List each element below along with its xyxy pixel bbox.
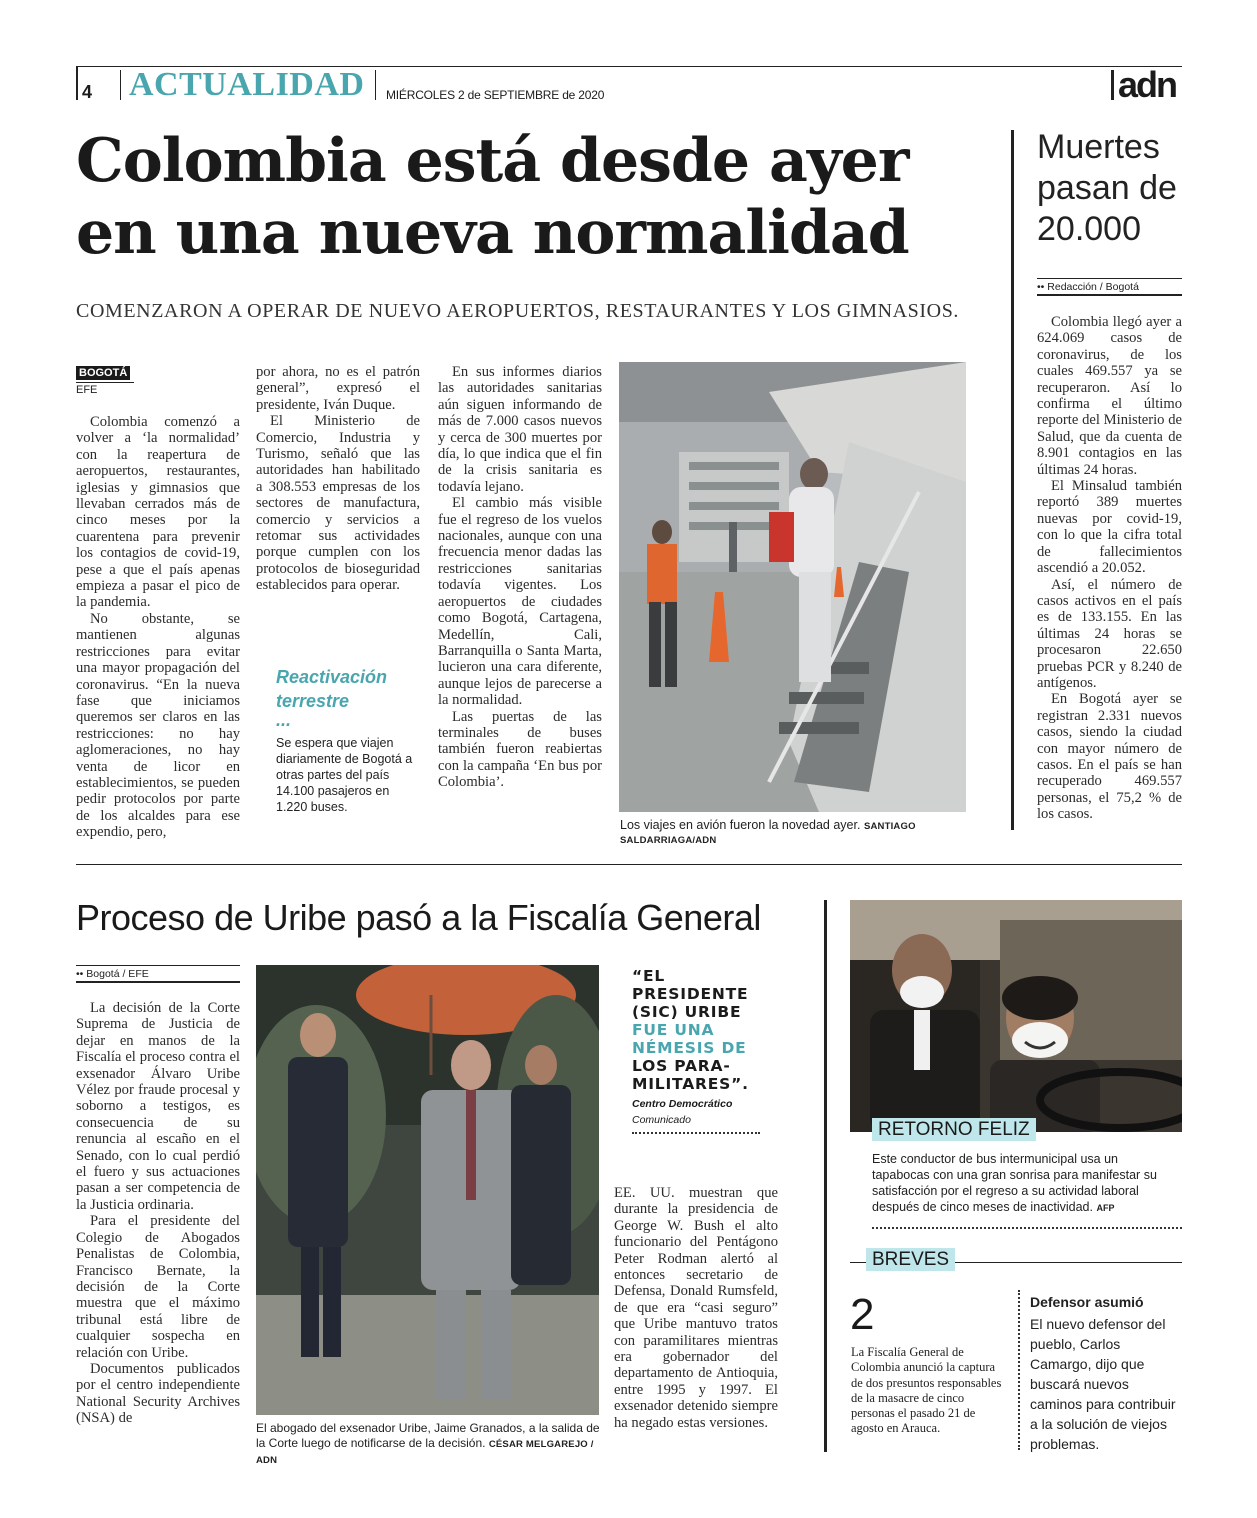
main-headline-line1: Colombia está desde ayer [76,126,909,196]
main-col3-paragraph-2: El cambio más visible fue el regreso de los vuelos nacionales, aunque con una frecuencia menor dadas las restricciones sanitarias todavía vigentes. Los aeropuertos de ciudades como Bogotá, Cartagena, Medellín, Cali, Barranquilla o Santa Marta, lucieron una cara diferente, aunque lejos de parecerse a la normalidad. [438,495,602,709]
quote-line-4: FUE UNA [632,1021,715,1039]
quote-source-sub: Comunicado [632,1114,691,1126]
side-paragraph-3: Así, el número de casos activos en el país es de 133.155. En las últimas 24 horas se procesaron 22.650 pruebas PCR y 8.240 de antígenos. [1037,576,1182,691]
location-rule [76,382,134,383]
adn-logo: adn [1118,64,1177,105]
uribe-column-1 [76,1000,240,1427]
box-text: Se espera que viajen diariamente de Bogotá a otras partes del país 14.100 pasajeros en 1.220 buses. [276,736,413,814]
header-vline-1 [76,66,78,100]
uribe-paragraph-1: La decisión de la Corte Suprema de Justicia de dejar en manos de la Fiscalía el proceso contra el exsenador Álvaro Uribe Vélez por fraude procesal y soborno a testigos, es consecuencia de su renuncia al escaño en el Senado, con lo cual perdió el fuero y sus actuaciones pasan a ser competencia de la Justicia ordinaria. [76,1000,240,1213]
airplane-caption-text: Los viajes en avión fueron la novedad ayer. [620,818,861,832]
breves-number: 2 [850,1290,875,1339]
box-title-line2: terrestre [276,691,350,711]
quote-line-3: (SIC) URIBE [632,1003,742,1021]
side-paragraph-4: En Bogotá ayer se registran 2.331 nuevos casos, siendo la ciudad con mayor número de casos. En el país se han recuperado 469.557 personas, el 75,2 % de los casos. [1037,691,1182,823]
header-vline-2 [120,70,121,100]
retorno-label: RETORNO FELIZ [872,1118,1036,1141]
quote-line-1: “EL [632,967,666,985]
header-vline-3 [375,70,376,100]
retorno-credit: AFP [1096,1203,1115,1213]
page-number: 4 [82,82,93,102]
breves-right-title: Defensor asumió [1030,1294,1144,1310]
breves-left-text: La Fiscalía General de Colombia anunció la captura de dos presuntos responsables de la masacre de cinco personas el pasado 21 de agosto en Arauca. [851,1345,1002,1436]
quote-line-5: NÉMESIS DE [632,1039,747,1057]
side-credit-dots: •• [1037,281,1048,293]
retorno-dotted-rule [872,1227,1182,1229]
agency-label: EFE [76,384,98,396]
lower-vline [824,900,827,1452]
box-title [276,665,388,730]
uribe-credit-rule-bottom [76,981,240,983]
breves-label: BREVES [866,1248,955,1271]
side-credit [1037,281,1139,293]
side-rule-top [1037,278,1182,279]
box-title-line1: Reactivación [276,667,388,687]
airplane-photo-credit: SANTIAGO SALDARRIAGA/ADN [620,821,916,846]
quote-line-2: PRESIDENTE [632,985,749,1003]
location-label: BOGOTÁ [76,366,130,380]
bus-driver-photo [850,900,1182,1132]
main-col3-paragraph-1: En sus informes diarios las autoridades sanitarias aún siguen informando de más de 7.000 casos nuevos y cerca de 300 muertes por día, lo que indica que el fin de la crisis sanitaria es todavía lejano. [438,364,602,495]
breves-dotted-vline [1018,1290,1020,1450]
header-vline-4 [1111,70,1114,100]
uribe-paragraph-2: Para el presidente del Colegio de Abogados Penalistas de Colombia, Francisco Bernate, la decisión de la Corte muestra que el máximo tribunal está libre de cualquier sospecha en relación con Uribe. [76,1213,240,1361]
pull-quote [632,967,749,1093]
side-rule-bottom [1037,294,1182,296]
side-paragraph-2: El Minsalud también reportó 389 muertes nuevas por covid-19, con lo que la cifra total de fallecimientos ascendió a 20.052. [1037,478,1182,577]
quote-dotted-rule [632,1132,760,1134]
main-col1-paragraph-2: No obstante, se mantienen algunas restricciones para evitar una mayor propagación del coronavirus. “En la nueva fase que iniciamos queremos ser claros en las restricciones: no hay aglomeraciones, no hay venta de licor en establecimientos, se pueden pedir protocolos por parte de los alcaldes para ese expendio, pero, [76,610,240,841]
uribe-credit-rule-top [76,965,240,966]
box-dots: ... [276,710,292,730]
uribe-credit-dots: •• [76,968,87,980]
quote-line-6: LOS PARA- [632,1057,731,1075]
retorno-label-box [872,1119,1036,1141]
side-vline [1011,130,1014,830]
quote-line-7: MILITARES”. [632,1075,749,1093]
side-paragraph-1: Colombia llegó ayer a 624.069 casos de coronavirus, de los cuales 469.557 ya se recuperaron. Así lo confirma el último reporte del Ministerio de Salud, que da cuenta de 8.901 contagios en las últimas 24 horas. [1037,314,1182,478]
main-col1-paragraph-1: Colombia comenzó a volver a ‘la normalidad’ con la reapertura de aeropuertos, restaurantes, iglesias y gimnasios que llevaban cerrados más de cinco meses por la cuarentena para prevenir los contagios de covid-19, pese a que el país apenas empieza a pasar el pico de la pandemia. [76,414,240,611]
breves-label-box [866,1249,955,1271]
lawyer-photo-caption [256,1421,606,1468]
uribe-column-3 [614,1185,778,1431]
section-divider [76,864,1182,865]
quote-source: Centro Democrático [632,1098,733,1110]
section-title: ACTUALIDAD [129,66,365,103]
uribe-headline: Proceso de Uribe pasó a la Fiscalía General [76,897,761,938]
uribe-credit [76,968,149,980]
breves-right-text: El nuevo defensor del pueblo, Carlos Camargo, dijo que buscará nuevos caminos para contribuir a la solución de viejos problemas. [1030,1316,1176,1452]
side-headline: Muertes pasan de 20.000 [1037,128,1177,248]
lawyer-caption-text: El abogado del exsenador Uribe, Jaime Granados, a la salida de la Corte luego de notificarse de la decisión. [256,1421,600,1450]
main-subhead: COMENZARON A OPERAR DE NUEVO AEROPUERTOS, RESTAURANTES Y LOS GIMNASIOS. [76,300,960,322]
main-headline-line2: en una nueva normalidad [76,198,909,268]
airplane-photo-caption [620,818,980,846]
main-col2-paragraph-2: El Ministerio de Comercio, Industria y Turismo, señaló que las autoridades han habilitado a 308.553 empresas de los sectores de manufactura, comercio y servicios a retomar sus actividades porque cumplen con los protocolos de bioseguridad establecidos para operar. [256,413,420,594]
main-column-2 [256,364,420,594]
side-column-text [1037,314,1182,823]
uribe-paragraph-4: EE. UU. muestran que durante la presidencia de George W. Bush el alto funcionario del Pentágono Peter Rodman alertó al entonces secretario de Defensa, Donald Rumsfeld, de que era “casi seguro” que Uribe mantuvo tratos con paramilitares mientras era gobernador del departamento de Antioquia, entre 1995 y 1997. El exsenador detenido siempre ha negado estas versiones. [614,1185,778,1431]
side-credit-text: Redacción / Bogotá [1047,281,1139,293]
uribe-credit-text: Bogotá / EFE [86,968,149,980]
location-tag [76,363,130,381]
main-col3-paragraph-3: Las puertas de las terminales de buses también fueron reabiertas con la campaña ‘En bus por Colombia’. [438,708,602,791]
lawyer-photo-credit: CÉSAR MELGAREJO / ADN [256,1439,594,1466]
main-column-1 [76,414,240,841]
retorno-caption [872,1151,1172,1216]
main-column-3 [438,364,602,791]
date-line: MIÉRCOLES 2 de SEPTIEMBRE de 2020 [386,88,605,102]
retorno-caption-text: Este conductor de bus intermunicipal usa un tapabocas con una gran sonrisa para manifestar su satisfacción por el regreso a su actividad laboral después de cinco meses de inactividad. [872,1152,1157,1214]
main-col2-paragraph-1: por ahora, no es el patrón general”, expresó el presidente, Iván Duque. [256,364,420,413]
lawyer-photo [256,965,599,1415]
uribe-paragraph-3: Documentos publicados por el centro independiente National Security Archives (NSA) de [76,1360,240,1427]
airplane-boarding-photo [619,362,966,812]
